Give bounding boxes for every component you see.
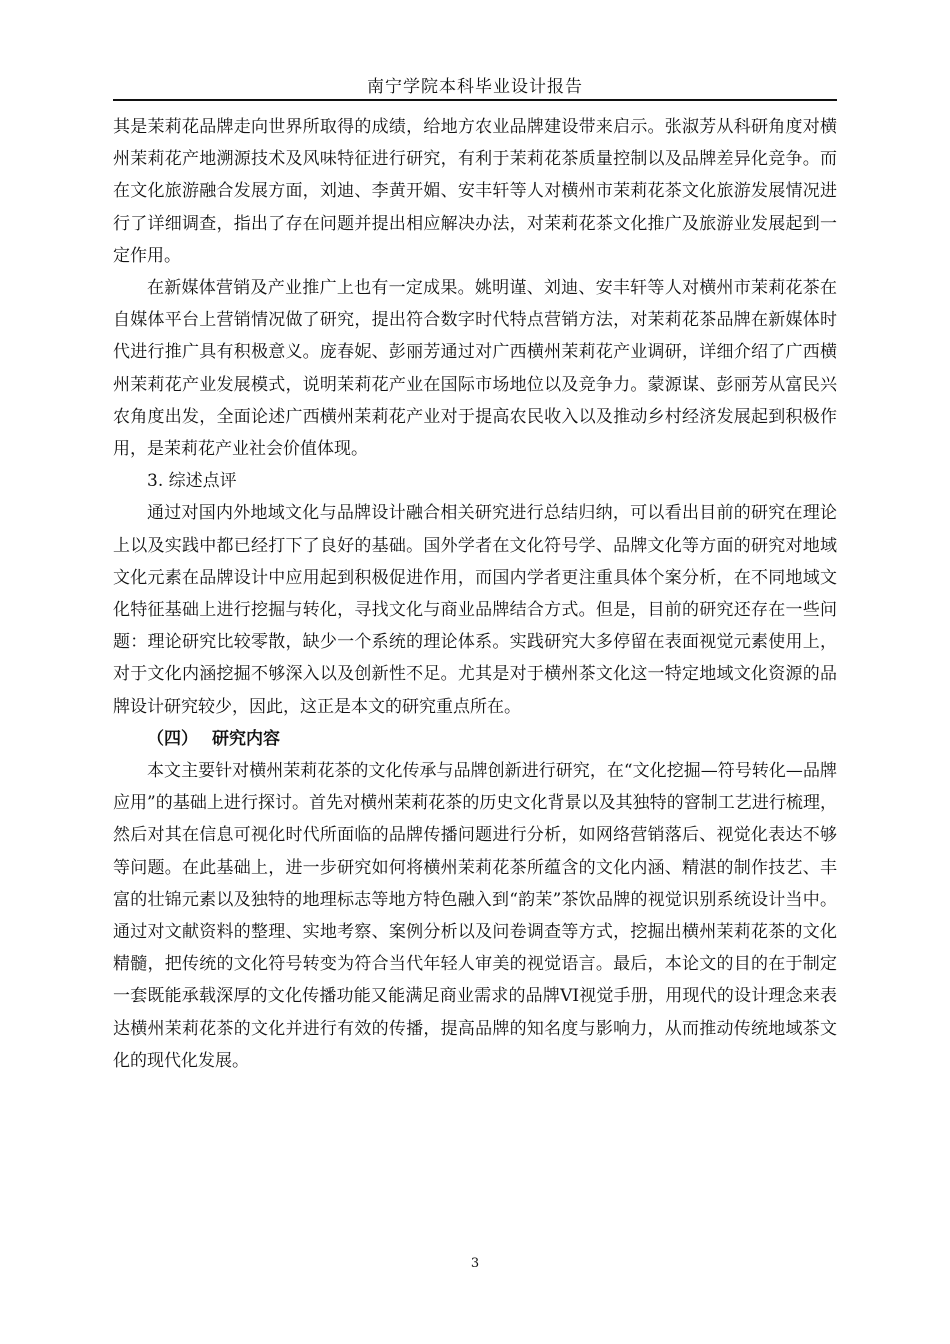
page-number: 3 — [470, 1256, 480, 1271]
paragraph-new-media: 在新媒体营销及产业推广上也有一定成果。姚明谨、刘迪、安丰轩等人对横州市茉莉花茶在自媒体平台上营销情况做了研究，提出符合数字时代特点营销方法，对茉莉花茶品牌在新媒体时代进行推广具有积极意义。庞春妮、彭丽芳通过对广西横州茉莉花产业调研，详细介绍了广西横州茉莉花产业发展模式，说明茉莉花产业在国际市场地位以及竞争力。蒙源谋、彭丽芳从富民兴农角度出发，全面论述广西横州茉莉花产业对于提高农民收入以及推动乡村经济发展起到积极作用，是茉莉花产业社会价值体现。 — [113, 278, 837, 460]
section-heading-research-content — [113, 723, 837, 755]
paragraph-review: 通过对国内外地域文化与品牌设计融合相关研究进行总结归纳，可以看出目前的研究在理论上以及实践中都已经打下了良好的基础。国外学者在文化符号学、品牌文化等方面的研究对地域文化元素在品牌设计中应用起到积极促进作用，而国内学者更注重具体个案分析，在不同地域文化特征基础上进行挖掘与转化，寻找文化与商业品牌结合方式。但是，目前的研究还存在一些问题：理论研究比较零散，缺少一个系统的理论体系。实践研究大多停留在表面视觉元素使用上，对于文化内涵挖掘不够深入以及创新性不足。尤其是对于横州茶文化这一特定地域文化资源的品牌设计研究较少，因此，这正是本文的研究重点所在。 — [113, 503, 837, 717]
header-rule — [113, 99, 837, 101]
subheading-review-comment: 3. 综述点评 — [147, 471, 237, 492]
section-title-text: 研究内容 — [212, 728, 280, 749]
document-body — [113, 111, 837, 1077]
section-number: （四） — [147, 728, 198, 749]
paragraph-continued: 其是茉莉花品牌走向世界所取得的成绩，给地方农业品牌建设带来启示。张淑芳从科研角度对横州茉莉花产地溯源技术及风味特征进行研究，有利于茉莉花茶质量控制以及品牌差异化竞争。而在文化旅游融合发展方面，刘迪、李黄开媚、安丰轩等人对横州市茉莉花茶文化旅游发展情况进行了详细调查，指出了存在问题并提出相应解决办法，对茉莉花茶文化推广及旅游业发展起到一定作用。 — [113, 117, 837, 266]
paragraph-research-content: 本文主要针对横州茉莉花茶的文化传承与品牌创新进行研究，在“文化挖掘—符号转化—品牌应用”的基础上进行探讨。首先对横州茉莉花茶的历史文化背景以及其独特的窨制工艺进行梳理，然后对其在信息可视化时代所面临的品牌传播问题进行分析，如网络营销落后、视觉化表达不够等问题。在此基础上，进一步研究如何将横州茉莉花茶所蕴含的文化内涵、精湛的制作技艺、丰富的壮锦元素以及独特的地理标志等地方特色融入到“韵茉”茶饮品牌的视觉识别系统设计当中。通过对文献资料的整理、实地考察、案例分析以及问卷调查等方式，挖掘出横州茉莉花茶的文化精髓，把传统的文化符号转变为符合当代年轻人审美的视觉语言。最后，本论文的目的在于制定一套既能承载深厚的文化传播功能又能满足商业需求的品牌VI视觉手册，用现代的设计理念来表达横州茉莉花茶的文化并进行有效的传播，提高品牌的知名度与影响力，从而推动传统地域茶文化的现代化发展。 — [113, 761, 837, 1071]
page-header-title: 南宁学院本科毕业设计报告 — [367, 77, 583, 97]
